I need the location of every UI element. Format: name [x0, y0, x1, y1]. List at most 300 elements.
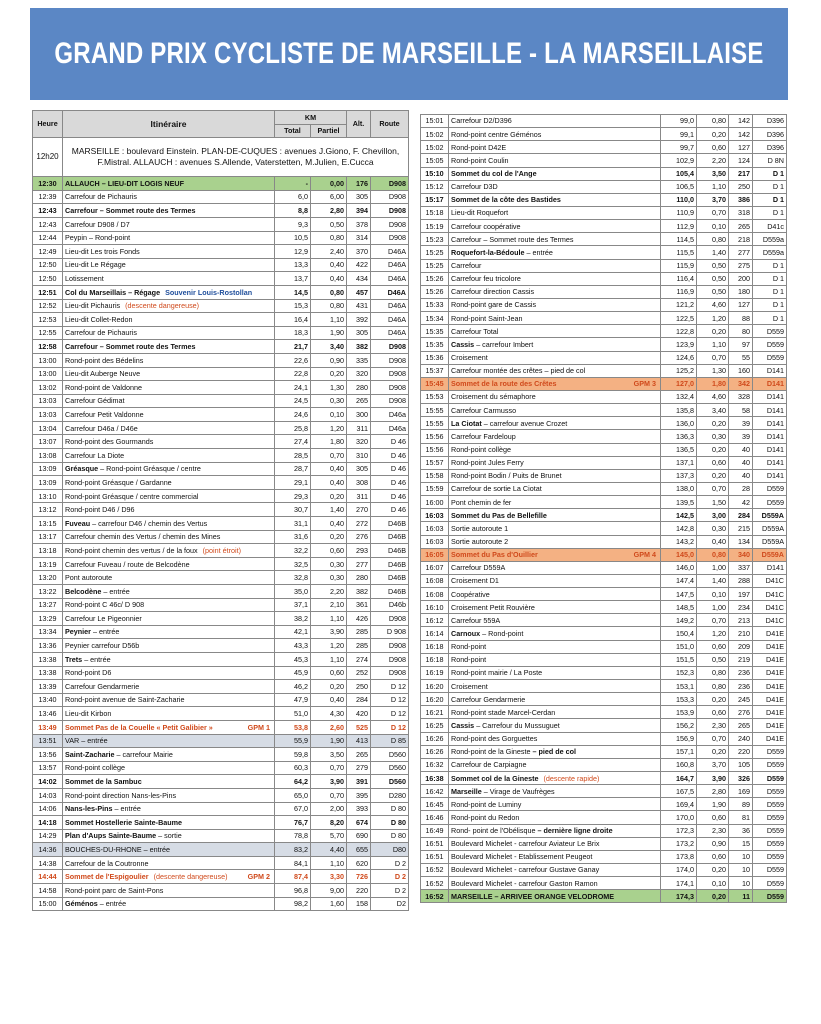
km-partiel-cell: 1,20 [697, 312, 729, 325]
route-cell: D41E [753, 706, 787, 719]
location-name: Rond-point des Bédelins [65, 355, 144, 365]
time-cell: 13:38 [33, 652, 63, 666]
itinerary-table-left [32, 110, 409, 911]
location-name: Carrefour direction Cassis [451, 287, 535, 297]
location-cell [449, 666, 661, 679]
km-partiel-cell: 0,70 [697, 732, 729, 745]
location-cell [63, 598, 275, 612]
time-cell: 16:38 [421, 772, 449, 785]
route-cell: D41E [753, 693, 787, 706]
km-partiel-cell: 1,90 [697, 798, 729, 811]
location-cell [449, 627, 661, 640]
route-cell: D46B [371, 530, 409, 544]
route-cell: D559 [753, 877, 787, 890]
itinerary-row [33, 503, 409, 517]
altitude-cell: 310 [347, 449, 371, 463]
km-partiel-cell: 4,60 [697, 298, 729, 311]
altitude-cell: 158 [347, 897, 371, 911]
itinerary-row [421, 837, 787, 850]
location-name: Rond-point collège [451, 444, 511, 454]
location-name: Rond-point Gréasque / centre commercial [65, 491, 199, 501]
itinerary-row [33, 734, 409, 748]
altitude-cell: 293 [347, 544, 371, 558]
km-partiel-cell: 0,20 [311, 530, 347, 544]
time-cell: 16:25 [421, 719, 449, 732]
location-cell [449, 561, 661, 574]
location-cell [449, 772, 661, 785]
altitude-cell: 265 [347, 394, 371, 408]
location-cell [449, 719, 661, 732]
altitude-cell: 305 [347, 326, 371, 340]
route-cell: D 12 [371, 720, 409, 734]
itinerary-row [421, 154, 787, 167]
itinerary-row [421, 193, 787, 206]
altitude-cell: 270 [347, 503, 371, 517]
altitude-cell: 124 [729, 154, 753, 167]
route-cell: D396 [753, 128, 787, 141]
itinerary-row [421, 588, 787, 601]
time-cell: 13:40 [33, 693, 63, 707]
itinerary-row [33, 245, 409, 259]
time-cell: 13:20 [33, 571, 63, 585]
route-cell: D141 [753, 561, 787, 574]
route-cell: D 85 [371, 734, 409, 748]
itinerary-row [421, 864, 787, 877]
altitude-cell: 276 [729, 706, 753, 719]
route-cell: D141 [753, 417, 787, 430]
time-cell: 16:51 [421, 850, 449, 863]
location-name: Rond-point [451, 642, 487, 652]
itinerary-table-right [420, 114, 787, 903]
location-cell [449, 693, 661, 706]
altitude-cell: 386 [729, 193, 753, 206]
location-cell [449, 285, 661, 298]
location-cell [449, 732, 661, 745]
altitude-cell: 272 [347, 517, 371, 531]
route-cell: D141 [753, 390, 787, 403]
km-total-cell: 125,2 [661, 364, 697, 377]
km-total-cell: 174,0 [661, 864, 697, 877]
route-cell: D559 [753, 338, 787, 351]
time-cell: 13:27 [33, 598, 63, 612]
itinerary-row [33, 476, 409, 490]
km-partiel-cell: 0,60 [697, 640, 729, 653]
altitude-cell: 169 [729, 785, 753, 798]
km-partiel-cell: 2,10 [311, 598, 347, 612]
km-partiel-cell: 0,20 [697, 864, 729, 877]
km-total-cell: 25,8 [275, 421, 311, 435]
location-name: Carrefour de Pichauris [65, 328, 137, 338]
km-partiel-cell: 0,20 [697, 693, 729, 706]
altitude-cell: 393 [347, 802, 371, 816]
route-cell: D559 [753, 837, 787, 850]
altitude-cell: 391 [347, 775, 371, 789]
km-partiel-cell: 2,30 [697, 719, 729, 732]
km-partiel-cell: 3,90 [311, 775, 347, 789]
km-partiel-cell: 0,20 [697, 128, 729, 141]
km-partiel-cell: 0,80 [697, 680, 729, 693]
route-cell: D41C [753, 588, 787, 601]
location-name: Rond-point de la Gineste – pied de col [451, 747, 577, 757]
location-name: Carrefour La Diote [65, 450, 125, 460]
km-partiel-cell: 0,40 [311, 462, 347, 476]
altitude-cell: 525 [347, 720, 371, 734]
location-cell [449, 220, 661, 233]
time-cell: 14:02 [33, 775, 63, 789]
km-total-cell: 112,9 [661, 220, 697, 233]
itinerary-row [33, 489, 409, 503]
km-total-cell: 60,3 [275, 761, 311, 775]
location-cell [449, 298, 661, 311]
route-cell: D46A [371, 245, 409, 259]
km-total-cell: 31,6 [275, 530, 311, 544]
time-cell: 12:30 [33, 177, 63, 191]
route-cell: D396 [753, 115, 787, 128]
time-cell: 13:46 [33, 707, 63, 721]
altitude-cell: 81 [729, 811, 753, 824]
altitude-cell: 335 [347, 353, 371, 367]
time-cell: 13:22 [33, 585, 63, 599]
altitude-cell: 200 [729, 272, 753, 285]
km-total-cell: 84,1 [275, 856, 311, 870]
time-cell: 13:03 [33, 394, 63, 408]
location-name: Rond-point Coulin [451, 155, 509, 165]
km-partiel-cell: 0,80 [697, 115, 729, 128]
info-text: MARSEILLE : boulevard Einstein. PLAN-DE-CUQUES : avenues J.Giono, F. Chevillon, F.Mistral. ALLAUCH : avenues S.Allende, Vaterstetten, M.Julien, E.Cucca [63, 138, 409, 177]
itinerary-row [421, 443, 787, 456]
km-total-cell: 151,0 [661, 640, 697, 653]
route-cell: D560 [371, 775, 409, 789]
location-cell [63, 884, 275, 898]
location-name: Fuveau – carrefour D46 / chemin des Vertus [65, 518, 208, 528]
route-cell: D141 [753, 430, 787, 443]
km-total-cell: 98,2 [275, 897, 311, 911]
km-partiel-cell: 3,70 [697, 193, 729, 206]
altitude-cell: 426 [347, 612, 371, 626]
km-total-cell: 29,3 [275, 489, 311, 503]
km-total-cell: 22,8 [275, 367, 311, 381]
itinerary-row [33, 381, 409, 395]
time-cell: 15:01 [421, 115, 449, 128]
km-total-cell: 47,9 [275, 693, 311, 707]
route-cell: D 908 [371, 625, 409, 639]
km-partiel-cell: 2,80 [697, 785, 729, 798]
km-total-cell: 22,6 [275, 353, 311, 367]
itinerary-row [33, 761, 409, 775]
route-cell: D141 [753, 456, 787, 469]
km-partiel-cell: 1,40 [697, 574, 729, 587]
location-cell [63, 680, 275, 694]
km-total-cell: 170,0 [661, 811, 697, 824]
route-cell: D908 [371, 177, 409, 191]
route-cell: D 8N [753, 154, 787, 167]
time-cell: 15:23 [421, 233, 449, 246]
km-partiel-cell: 0,60 [697, 456, 729, 469]
km-total-cell: 142,8 [661, 522, 697, 535]
route-cell: D 1 [753, 167, 787, 180]
altitude-cell: 240 [729, 732, 753, 745]
itinerary-row [33, 449, 409, 463]
km-partiel-cell: 1,20 [311, 639, 347, 653]
km-partiel-cell: 0,50 [311, 217, 347, 231]
altitude-cell: 288 [729, 574, 753, 587]
km-total-cell: 106,5 [661, 180, 697, 193]
km-total-cell: 43,3 [275, 639, 311, 653]
altitude-cell: 413 [347, 734, 371, 748]
km-partiel-cell: 1,10 [311, 652, 347, 666]
km-total-cell: 14,5 [275, 285, 311, 299]
time-cell: 12:43 [33, 204, 63, 218]
route-cell: D908 [371, 652, 409, 666]
route-cell: D 12 [371, 680, 409, 694]
time-cell: 13:09 [33, 476, 63, 490]
location-name: Sommet de la côte des Bastides [451, 195, 561, 205]
itinerary-row [421, 298, 787, 311]
itinerary-row [33, 517, 409, 531]
km-total-cell: 135,8 [661, 404, 697, 417]
location-name: Pont chemin de fer [451, 497, 512, 507]
location-cell [449, 758, 661, 771]
time-cell: 16:14 [421, 627, 449, 640]
location-cell [63, 217, 275, 231]
location-cell [63, 829, 275, 843]
header-heure: Heure [33, 111, 63, 138]
itinerary-row [33, 204, 409, 218]
location-name: Carrefour Fuveau / route de Belcodène [65, 559, 190, 569]
location-cell [63, 476, 275, 490]
altitude-cell: 39 [729, 417, 753, 430]
location-name: Rond-point Jules Ferry [451, 458, 524, 468]
location-name: Pont autoroute [65, 573, 113, 583]
itinerary-row [33, 788, 409, 802]
km-partiel-cell: 1,10 [311, 612, 347, 626]
itinerary-row [421, 496, 787, 509]
location-name: ALLAUCH – LIEU-DIT LOGIS NEUF [65, 178, 184, 188]
location-cell [63, 177, 275, 191]
route-cell: D559 [753, 798, 787, 811]
location-cell [449, 837, 661, 850]
km-total-cell: 124,6 [661, 351, 697, 364]
location-name: Roquefort-la-Bédoule – entrée [451, 247, 553, 257]
location-cell [63, 693, 275, 707]
location-cell [63, 856, 275, 870]
location-name: Sommet col de la Gineste [451, 773, 539, 783]
km-partiel-cell: 0,10 [697, 877, 729, 890]
altitude-cell: 134 [729, 535, 753, 548]
location-name: Peynier – entrée [65, 627, 120, 637]
km-total-cell: 65,0 [275, 788, 311, 802]
location-name: Carrefour Le Pigeonnier [65, 613, 142, 623]
location-cell [63, 530, 275, 544]
route-cell: D 80 [371, 802, 409, 816]
altitude-cell: 80 [729, 325, 753, 338]
altitude-cell: 89 [729, 798, 753, 811]
altitude-cell: 160 [729, 364, 753, 377]
km-total-cell: 21,7 [275, 340, 311, 354]
time-cell: 16:20 [421, 680, 449, 693]
itinerary-row [421, 824, 787, 837]
location-cell [449, 154, 661, 167]
itinerary-row [33, 530, 409, 544]
time-cell: 14:38 [33, 856, 63, 870]
location-cell [63, 326, 275, 340]
time-cell: 16:45 [421, 798, 449, 811]
location-name: Sommet de la route des Crêtes [451, 379, 557, 389]
route-cell: D396 [753, 141, 787, 154]
itinerary-row [421, 206, 787, 219]
km-partiel-cell: 2,40 [311, 245, 347, 259]
location-cell [63, 788, 275, 802]
route-cell: D41E [753, 666, 787, 679]
time-cell: 13:19 [33, 557, 63, 571]
location-cell [449, 351, 661, 364]
altitude-cell: 234 [729, 601, 753, 614]
location-cell [63, 245, 275, 259]
km-total-cell: 169,4 [661, 798, 697, 811]
km-total-cell: 167,5 [661, 785, 697, 798]
time-cell: 12:53 [33, 313, 63, 327]
location-cell [63, 775, 275, 789]
location-name: Rond-point mairie / La Poste [451, 668, 543, 678]
altitude-cell: 320 [347, 435, 371, 449]
km-total-cell: 76,7 [275, 816, 311, 830]
km-total-cell: 27,4 [275, 435, 311, 449]
time-cell: 13:29 [33, 612, 63, 626]
location-name: Rond-point parc de Saint-Pons [65, 885, 164, 895]
route-cell: D908 [371, 204, 409, 218]
altitude-cell: 97 [729, 338, 753, 351]
location-name: Lieu-dit Collet-Redon [65, 314, 133, 324]
km-total-cell: 30,7 [275, 503, 311, 517]
time-cell: 16:08 [421, 574, 449, 587]
time-cell: 13:57 [33, 761, 63, 775]
altitude-cell: 265 [729, 719, 753, 732]
altitude-cell: 10 [729, 850, 753, 863]
km-total-cell: 157,1 [661, 745, 697, 758]
location-name: Sortie autoroute 2 [451, 536, 509, 546]
location-cell [63, 720, 275, 734]
km-partiel-cell: 0,40 [311, 272, 347, 286]
km-total-cell: 99,0 [661, 115, 697, 128]
location-cell [449, 824, 661, 837]
itinerary-row [33, 571, 409, 585]
location-cell [63, 625, 275, 639]
time-cell: 15:25 [421, 259, 449, 272]
location-cell [449, 193, 661, 206]
itinerary-row [33, 707, 409, 721]
km-partiel-cell: 0,10 [311, 408, 347, 422]
altitude-cell: 370 [347, 245, 371, 259]
altitude-cell: 11 [729, 890, 753, 903]
itinerary-row [421, 167, 787, 180]
km-total-cell: 136,5 [661, 443, 697, 456]
route-cell: D2 [371, 897, 409, 911]
km-partiel-cell: 0,60 [697, 850, 729, 863]
km-total-cell: 153,3 [661, 693, 697, 706]
location-cell [63, 489, 275, 503]
itinerary-row [421, 246, 787, 259]
time-cell: 15:45 [421, 377, 449, 390]
route-cell: D 46 [371, 476, 409, 490]
route-cell: D 1 [753, 285, 787, 298]
location-cell [449, 811, 661, 824]
km-total-cell: 114,5 [661, 233, 697, 246]
location-cell [63, 843, 275, 857]
route-cell: D560 [371, 761, 409, 775]
time-cell: 15:19 [421, 220, 449, 233]
route-cell: D908 [371, 666, 409, 680]
location-name: La Ciotat – carrefour avenue Crozet [451, 418, 568, 428]
time-cell: 15:26 [421, 272, 449, 285]
itinerary-row [421, 666, 787, 679]
time-cell: 15:02 [421, 141, 449, 154]
time-cell: 15:37 [421, 364, 449, 377]
altitude-cell: 620 [347, 856, 371, 870]
km-partiel-cell: 0,70 [311, 788, 347, 802]
time-cell: 16:08 [421, 588, 449, 601]
km-partiel-cell: 0,10 [697, 220, 729, 233]
location-name: Carrefour D908 / D7 [65, 219, 130, 229]
location-name: Rond-point de Luminy [451, 799, 522, 809]
time-cell: 15:53 [421, 390, 449, 403]
altitude-cell: 219 [729, 653, 753, 666]
km-partiel-cell: 1,20 [697, 627, 729, 640]
route-cell: D559a [753, 246, 787, 259]
location-name: Rond-point Saint-Jean [451, 313, 523, 323]
location-cell [63, 313, 275, 327]
location-name: Carrefour coopérative [451, 221, 521, 231]
time-cell: 14:18 [33, 816, 63, 830]
itinerary-row [421, 732, 787, 745]
route-cell: D559 [753, 325, 787, 338]
route-cell: D559 [753, 496, 787, 509]
location-cell [449, 653, 661, 666]
route-cell: D41E [753, 719, 787, 732]
km-total-cell: 139,5 [661, 496, 697, 509]
itinerary-row [421, 758, 787, 771]
km-partiel-cell: 1,10 [311, 313, 347, 327]
altitude-cell: 361 [347, 598, 371, 612]
time-cell: 16:12 [421, 614, 449, 627]
location-cell [449, 115, 661, 128]
location-name: Rond-point [451, 655, 487, 665]
altitude-cell: 210 [729, 627, 753, 640]
time-cell: 12:50 [33, 272, 63, 286]
location-name: Peynier carrefour D56b [65, 641, 140, 651]
gpm-badge: GPM 3 [633, 379, 656, 389]
km-total-cell: 32,8 [275, 571, 311, 585]
km-partiel-cell: 1,80 [697, 377, 729, 390]
km-partiel-cell: 0,40 [311, 476, 347, 490]
km-total-cell: 78,8 [275, 829, 311, 843]
itinerary-row [421, 601, 787, 614]
route-cell: D41c [753, 220, 787, 233]
km-total-cell: 15,3 [275, 299, 311, 313]
km-partiel-cell: 4,60 [697, 390, 729, 403]
altitude-cell: 265 [729, 220, 753, 233]
gpm-badge: GPM 4 [633, 550, 656, 560]
location-name: Marseille – Virage de Vaufrèges [451, 786, 555, 796]
location-cell [63, 666, 275, 680]
location-cell [449, 325, 661, 338]
location-name: Carrefour [451, 261, 482, 271]
itinerary-row [33, 829, 409, 843]
km-partiel-cell: 0,30 [697, 430, 729, 443]
km-total-cell: 116,9 [661, 285, 697, 298]
location-name: Trets – entrée [65, 654, 111, 664]
km-partiel-cell: 0,20 [697, 325, 729, 338]
time-cell: 12:43 [33, 217, 63, 231]
